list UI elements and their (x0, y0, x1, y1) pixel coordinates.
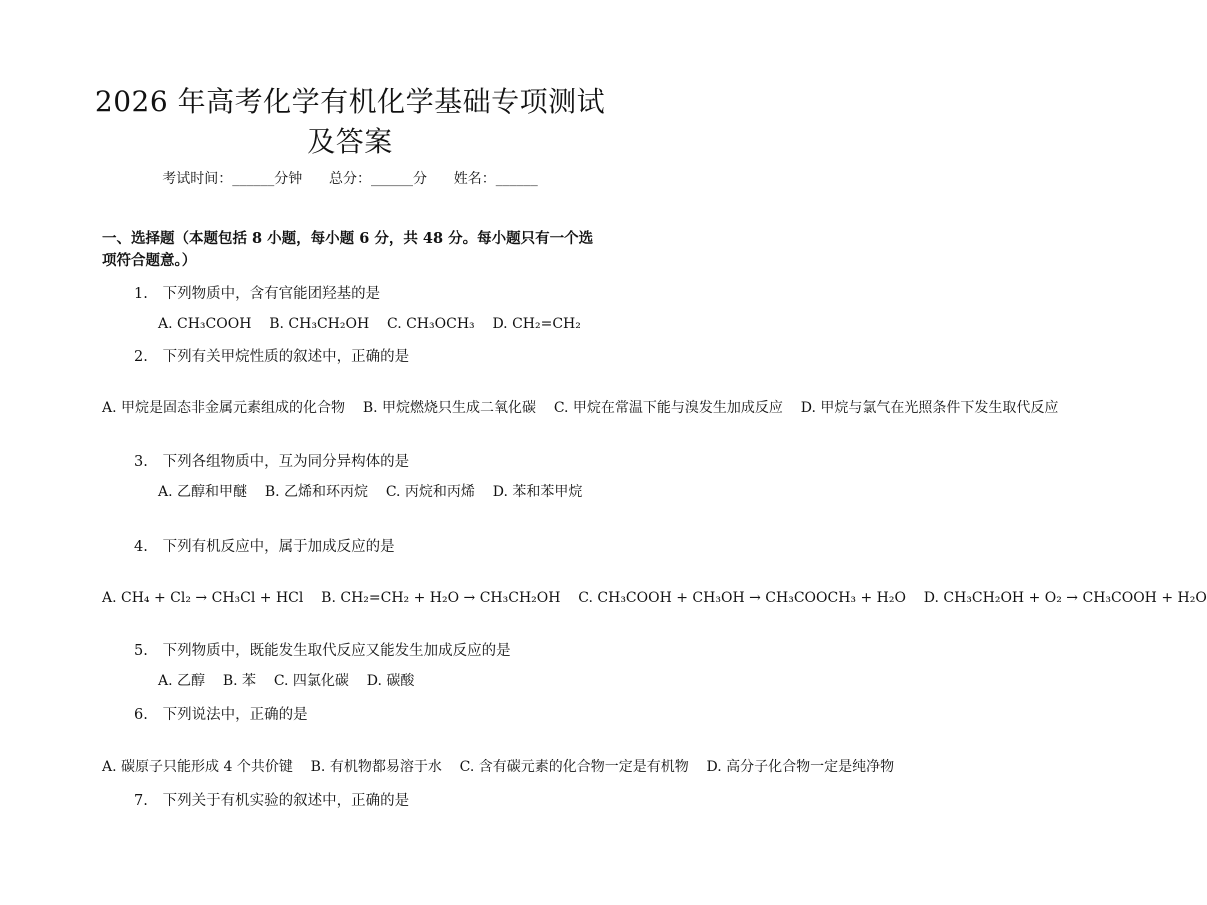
option-a: A. CH₃COOH (158, 316, 270, 332)
option-b: B. 有机物都易溶于水 (310, 759, 460, 775)
exam-info-line: 考试时间：______分钟 总分：______分 姓名：______ (162, 171, 538, 187)
question-stem: 下列说法中，正确的是 (162, 707, 308, 723)
question-number: 4. (134, 539, 148, 555)
option-b: B. CH₃CH₂OH (269, 316, 387, 332)
option-c: C. CH₃COOH + CH₃OH → CH₃COOCH₃ + H₂O (578, 590, 924, 606)
question-number: 6. (134, 707, 148, 723)
question-3 (134, 450, 409, 471)
question-stem: 下列物质中，含有官能团羟基的是 (162, 286, 381, 302)
question-stem: 下列关于有机实验的叙述中，正确的是 (162, 793, 410, 809)
question-number: 5. (134, 643, 148, 659)
question-number: 1. (134, 286, 148, 302)
option-d: D. CH₃CH₂OH + O₂ → CH₃COOH + H₂O (923, 590, 1207, 606)
option-d: D. 高分子化合物一定是纯净物 (706, 759, 895, 775)
option-a: A. CH₄ + Cl₂ → CH₃Cl + HCl (102, 590, 322, 606)
question-number: 3. (134, 454, 148, 470)
option-a: A. 乙醇 (158, 673, 223, 689)
question-5-options (102, 670, 600, 692)
question-2 (134, 345, 409, 366)
question-5 (134, 639, 511, 660)
option-c: C. 甲烷在常温下能与溴发生加成反应 (553, 400, 801, 416)
question-stem: 下列有关甲烷性质的叙述中，正确的是 (162, 349, 410, 365)
question-number: 7. (134, 793, 148, 809)
question-6-options (102, 734, 895, 778)
option-b: B. 甲烷燃烧只生成二氧化碳 (362, 400, 554, 416)
option-a: A. 甲烷是固态非金属元素组成的化合物 (102, 400, 363, 416)
question-4 (134, 535, 395, 556)
option-a: A. 碳原子只能形成 4 个共价键 (102, 759, 311, 775)
option-d: D. 甲烷与氯气在光照条件下发生取代反应 (800, 400, 1059, 416)
option-b: B. 乙烯和环丙烷 (264, 484, 386, 500)
option-b: B. CH₂=CH₂ + H₂O → CH₃CH₂OH (321, 590, 579, 606)
question-1-options (102, 313, 600, 335)
question-stem: 下列有机反应中，属于加成反应的是 (162, 539, 395, 555)
option-b: B. 苯 (222, 673, 274, 689)
option-d: D. 碳酸 (366, 673, 415, 689)
question-stem: 下列物质中，既能发生取代反应又能发生加成反应的是 (162, 643, 511, 659)
question-7 (134, 789, 409, 810)
question-stem: 下列各组物质中，互为同分异构体的是 (162, 454, 410, 470)
question-3-options (102, 481, 600, 503)
option-c: C. 含有碳元素的化合物一定是有机物 (459, 759, 707, 775)
option-c: C. 丙烷和丙烯 (385, 484, 493, 500)
question-4-options (102, 565, 1207, 609)
question-number: 2. (134, 349, 148, 365)
option-a: A. 乙醇和甲醚 (158, 484, 265, 500)
option-c: C. 四氯化碳 (273, 673, 367, 689)
section-heading: 一、选择题（本题包括 8 小题，每小题 6 分，共 48 分。每小题只有一个选项符合题意。） (102, 230, 594, 269)
question-1 (134, 282, 380, 303)
option-d: D. CH₂=CH₂ (492, 316, 581, 332)
page-title: 2026 年高考化学有机化学基础专项测试及答案 (94, 85, 606, 158)
question-2-options (102, 375, 1059, 419)
option-d: D. 苯和苯甲烷 (492, 484, 583, 500)
question-6 (134, 703, 308, 724)
option-c: C. CH₃OCH₃ (386, 316, 493, 332)
